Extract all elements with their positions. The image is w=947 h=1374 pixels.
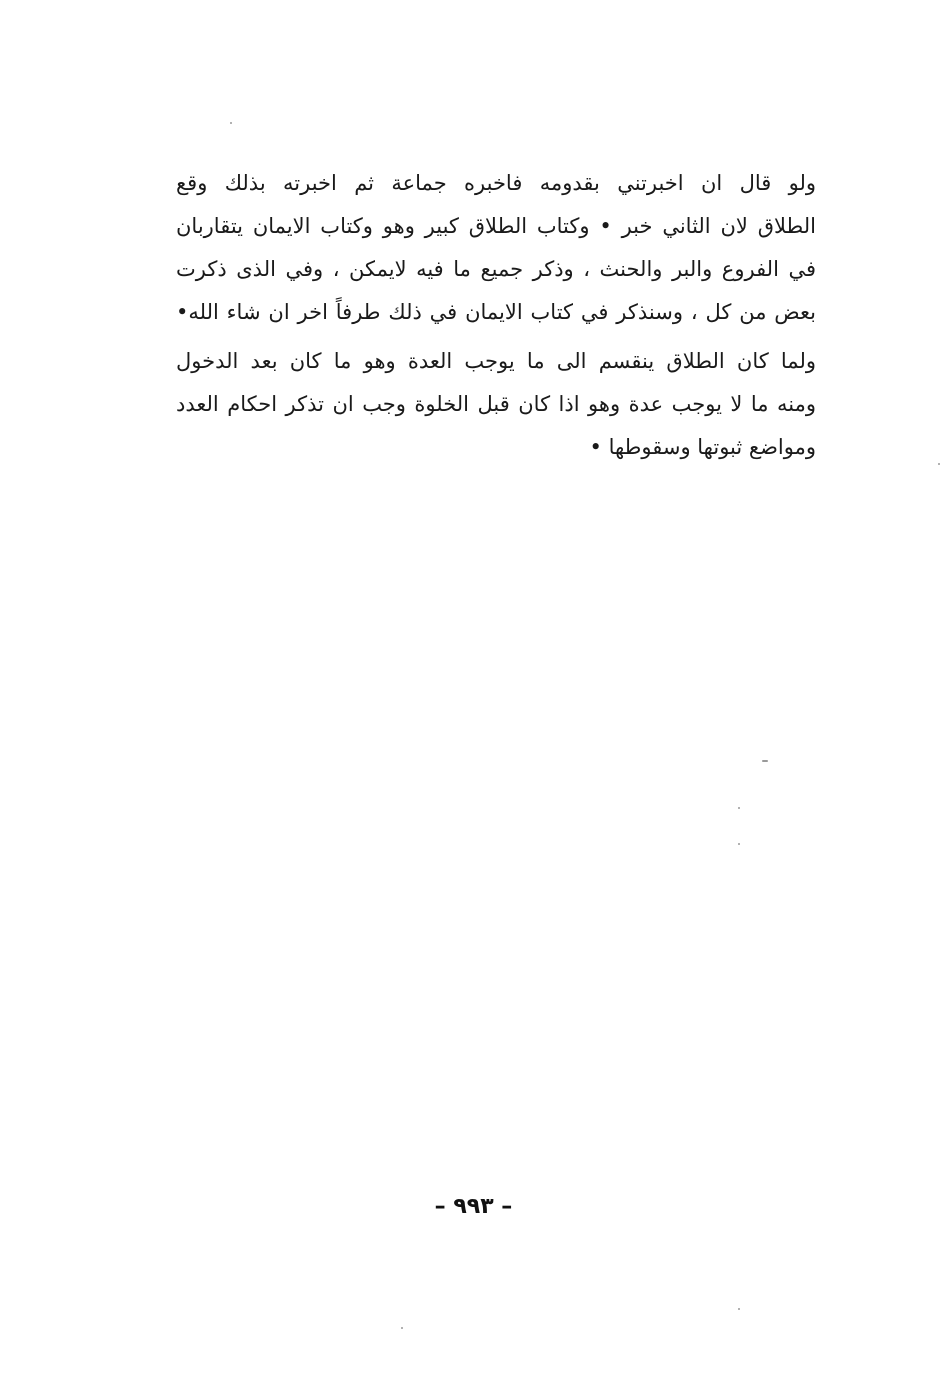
scan-speck <box>938 463 940 465</box>
paragraph-1 <box>176 162 816 334</box>
paragraph-2-line-2: ومنه ما لا يوجب عدة وهو اذا كان قبل الخلوة وجب ان تذكر احكام العدد <box>176 392 816 416</box>
scan-speck <box>401 1327 403 1329</box>
scan-speck <box>738 807 740 809</box>
scan-speck <box>762 760 768 762</box>
scan-speck <box>738 843 740 845</box>
paragraph-2 <box>176 340 816 469</box>
paragraph-2-line-3: ومواضع ثبوتها وسقوطها • <box>589 435 816 459</box>
scan-speck <box>230 122 232 124</box>
paragraph-1-line-2: الطلاق لان الثاني خبر • وكتاب الطلاق كبير وهو وكتاب الايمان يتقاربان <box>176 214 816 238</box>
scan-speck <box>738 1308 740 1310</box>
paragraph-1-line-3: في الفروع والبر والحنث ، وذكر جميع ما فيه لايمكن ، وفي الذى ذكرت <box>176 257 816 281</box>
page-number: – ٩٩٣ – <box>434 1194 513 1219</box>
paragraph-1-line-1: ولو قال ان اخبرتني بقدومه فاخبره جماعة ثم اخبرته بذلك وقع <box>176 171 816 195</box>
paragraph-1-line-4: بعض من كل ، وسنذكر في كتاب الايمان في ذلك طرفاً اخر ان شاء الله• <box>176 300 816 324</box>
paragraph-2-line-1: ولما كان الطلاق ينقسم الى ما يوجب العدة وهو ما كان بعد الدخول <box>176 349 816 373</box>
